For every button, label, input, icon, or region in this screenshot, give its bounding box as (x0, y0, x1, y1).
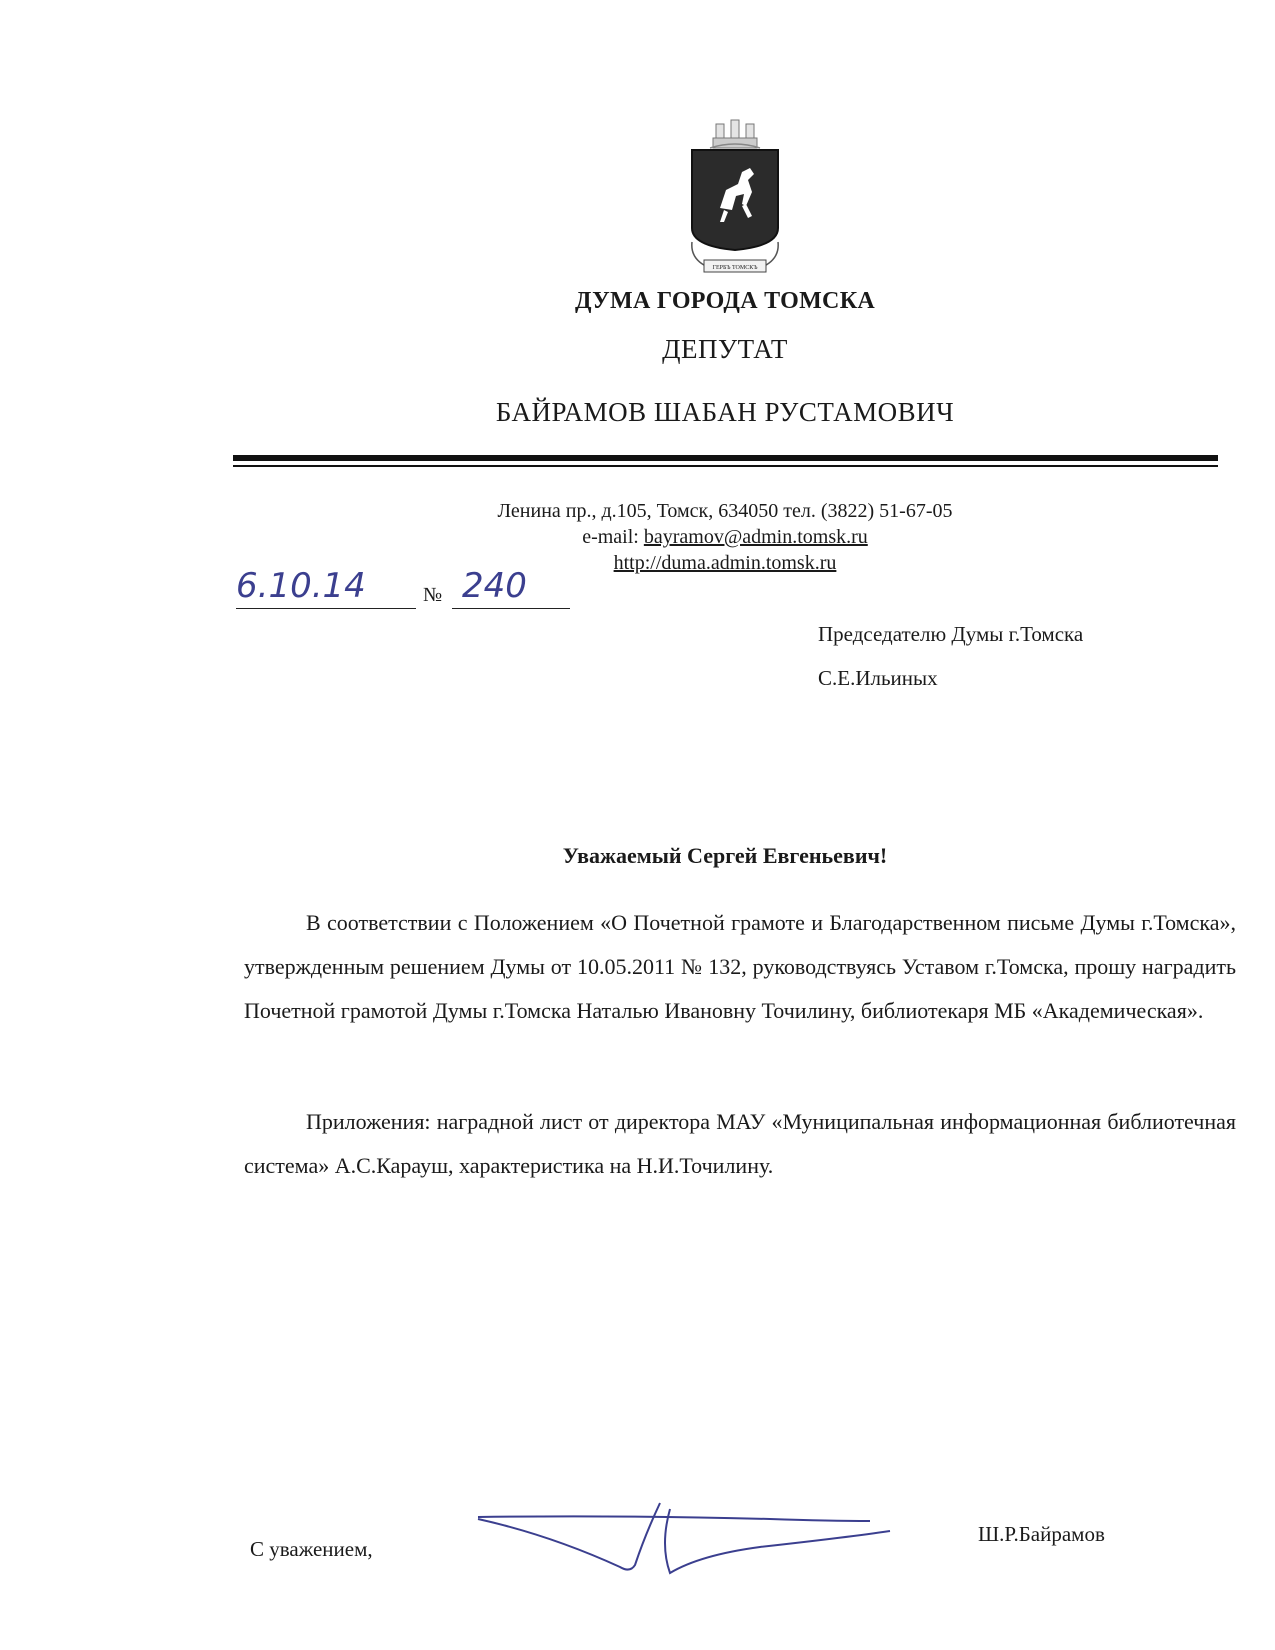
handwritten-signature (470, 1495, 910, 1585)
date-underline (236, 608, 416, 609)
recipient-name: С.Е.Ильиных (818, 666, 938, 690)
deputy-title: ДЕПУТАТ (662, 334, 788, 364)
email-label: e-mail: (582, 526, 644, 548)
header-divider-thin (233, 465, 1218, 467)
body-paragraph-1-text: В соответствии с Положением «О Почетной грамоте и Благодарственном письме Думы г.Томска», утвержденным решением Думы от 10.05.2011 № 132, руководствуясь Уставом г.Томска, прошу наградить Почетной грамотой Думы г.Томска Наталью Ивановну Точилину, библиотекаря МБ «Академическая». (244, 910, 1236, 1023)
website-link[interactable]: http://duma.admin.tomsk.ru (613, 552, 837, 574)
body-paragraph-2-text: Приложения: наградной лист от директора МАУ «Муниципальная информационная библиотечная система» А.С.Карауш, характеристика на Н.И.Точилину. (244, 1109, 1236, 1178)
crown-icon (710, 120, 760, 148)
header-divider-thick (233, 455, 1218, 461)
organization-title: ДУМА ГОРОДА ТОМСКА (574, 288, 876, 314)
recipient-title: Председателю Думы г.Томска (818, 622, 1084, 646)
website-line (330, 550, 1120, 576)
number-underline (452, 608, 570, 609)
signer-name: Ш.Р.Байрамов (978, 1522, 1105, 1546)
deputy-name: БАЙРАМОВ ШАБАН РУСТАМОВИЧ (495, 397, 955, 427)
number-sign: № (423, 584, 443, 606)
email-link[interactable]: bayramov@admin.tomsk.ru (643, 526, 868, 548)
handwritten-number: 240 (462, 566, 527, 606)
handwritten-date: 6.10.14 (236, 566, 366, 606)
address-phone: Ленина пр., д.105, Томск, 634050 тел. (3822) 51-67-05 (497, 500, 953, 522)
salutation: Уважаемый Сергей Евгеньевич! (562, 843, 888, 868)
motto-text: ГЕРБЪ ТОМСКЪ (712, 265, 758, 271)
body-paragraph-2 (244, 1100, 1236, 1188)
body-paragraph-1 (244, 901, 1236, 1033)
closing-regards: С уважением, (250, 1537, 373, 1561)
email-line (330, 524, 1120, 550)
shield-icon (692, 150, 778, 250)
city-coat-of-arms (680, 110, 790, 280)
